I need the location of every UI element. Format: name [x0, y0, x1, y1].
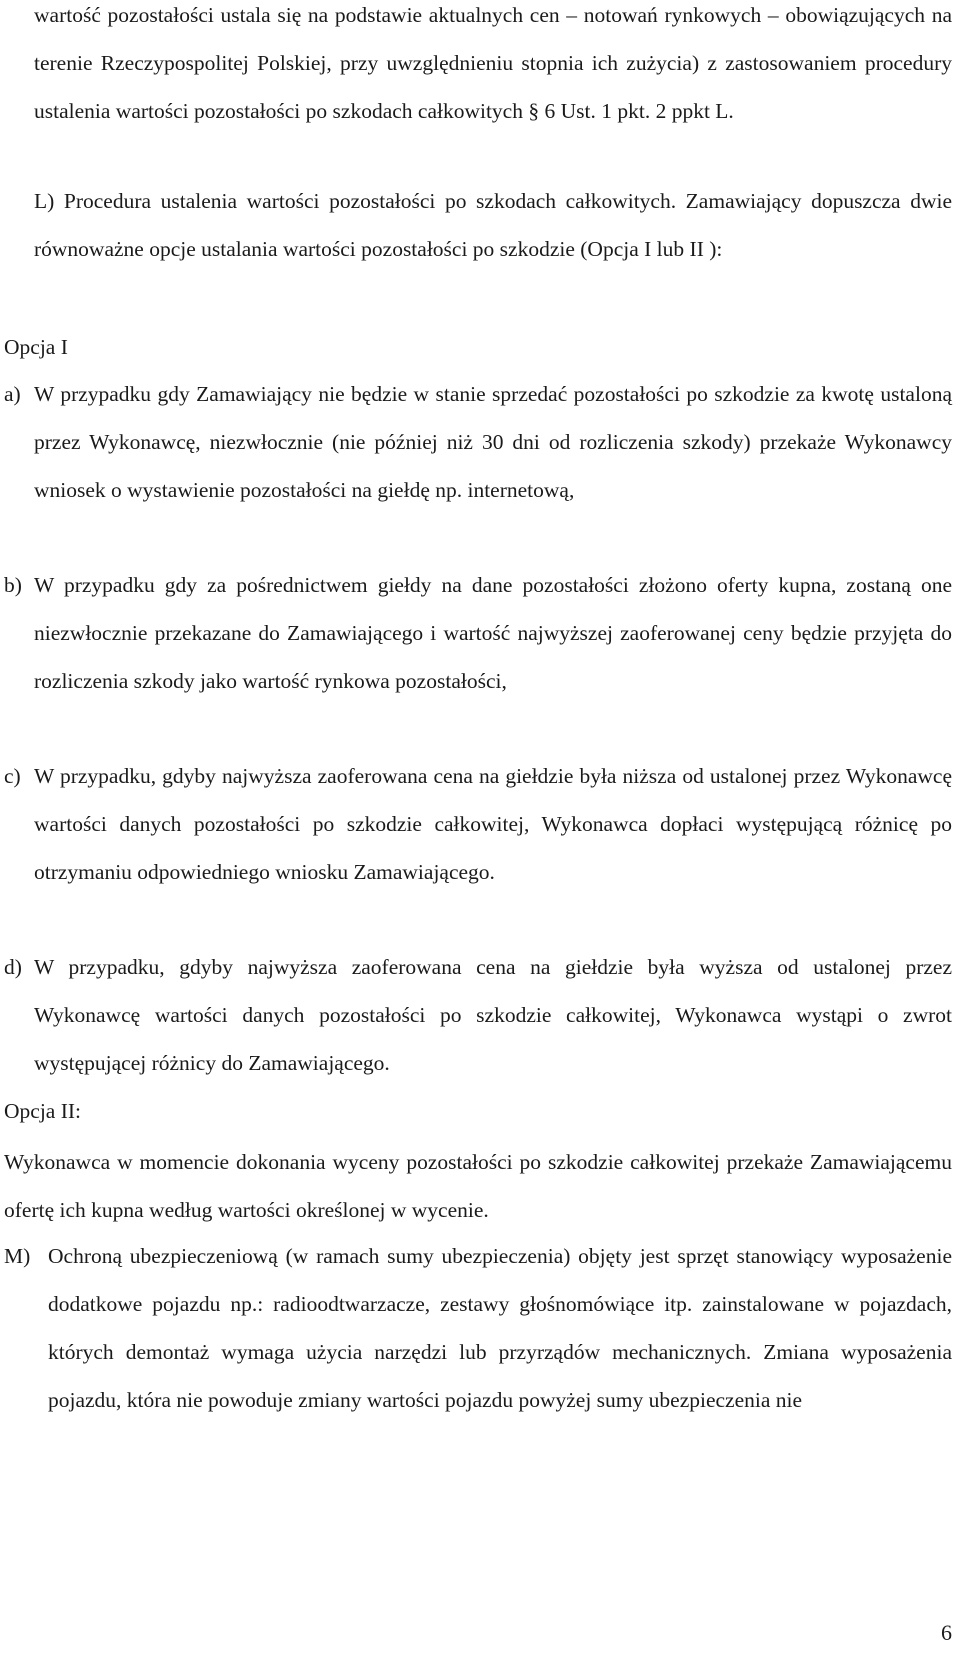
list-marker-d: d) [4, 955, 22, 979]
section-M-marker: M) [4, 1244, 31, 1268]
list-marker-c: c) [4, 764, 21, 788]
section-M-text: Ochroną ubezpieczeniową (w ramach sumy ubezpieczenia) objęty jest sprzęt stanowiący wyposażenie dodatkowe pojazdu np.: radioodtwarzacze, zestawy głośnomówiące itp. zainstalowane w pojazdach, których demontaż wymaga użycia narzędzi lub przyrządów mechanicznych. Zmiana wyposażenia pojazdu, która nie powoduje zmiany wartości pojazdu powyżej sumy ubezpieczenia nie [48, 1244, 952, 1412]
list-marker-b: b) [4, 573, 22, 597]
list-item-c [4, 752, 952, 896]
list-text-b: W przypadku gdy za pośrednictwem giełdy na dane pozostałości złożono oferty kupna, zostaną one niezwłocznie przekazane do Zamawiającego i wartość najwyższej zaoferowanej ceny będzie przyjęta do rozliczenia szkody jako wartość rynkowa pozostałości, [34, 573, 952, 693]
list-marker-a: a) [4, 382, 21, 406]
list-item-a [4, 370, 952, 514]
section-M [4, 1232, 952, 1424]
list-item-d [4, 943, 952, 1087]
page-number: 6 [941, 1620, 952, 1645]
opcja-2-paragraph: Wykonawca w momencie dokonania wyceny pozostałości po szkodzie całkowitej przekaże Zamawiającemu ofertę ich kupna według wartości określonej w wycenie. [4, 1150, 952, 1222]
list-text-d: W przypadku, gdyby najwyższa zaoferowana cena na giełdzie była wyższa od ustalonej przez Wykonawcę wartości danych pozostałości po szkodzie całkowitej, Wykonawca wystąpi o zwrot występującej różnicy do Zamawiającego. [34, 955, 952, 1075]
intro-paragraph: wartość pozostałości ustala się na podstawie aktualnych cen – notowań rynkowych – obowiązujących na terenie Rzeczypospolitej Polskiej, przy uwzględnieniu stopnia ich zużycia) z zastosowaniem procedury ustalenia wartości pozostałości po szkodach całkowitych § 6 Ust. 1 pkt. 2 ppkt L. [34, 3, 952, 123]
opcja-2-heading: Opcja II: [4, 1099, 82, 1123]
list-text-c: W przypadku, gdyby najwyższa zaoferowana cena na giełdzie była niższa od ustalonej przez Wykonawcę wartości danych pozostałości po szkodzie całkowitej, Wykonawca dopłaci występującą różnicę po otrzymaniu odpowiedniego wniosku Zamawiającego. [34, 764, 952, 884]
list-item-b [4, 561, 952, 705]
section-L-paragraph: L) Procedura ustalenia wartości pozostałości po szkodach całkowitych. Zamawiający dopuszcza dwie równoważne opcje ustalania wartości pozostałości po szkodzie (Opcja I lub II ): [34, 189, 952, 261]
opcja-1-heading: Opcja I [4, 335, 68, 359]
list-text-a: W przypadku gdy Zamawiający nie będzie w stanie sprzedać pozostałości po szkodzie za kwotę ustaloną przez Wykonawcę, niezwłocznie (nie później niż 30 dni od rozliczenia szkody) przekaże Wykonawcy wniosek o wystawienie pozostałości na giełdę np. internetową, [34, 382, 952, 502]
